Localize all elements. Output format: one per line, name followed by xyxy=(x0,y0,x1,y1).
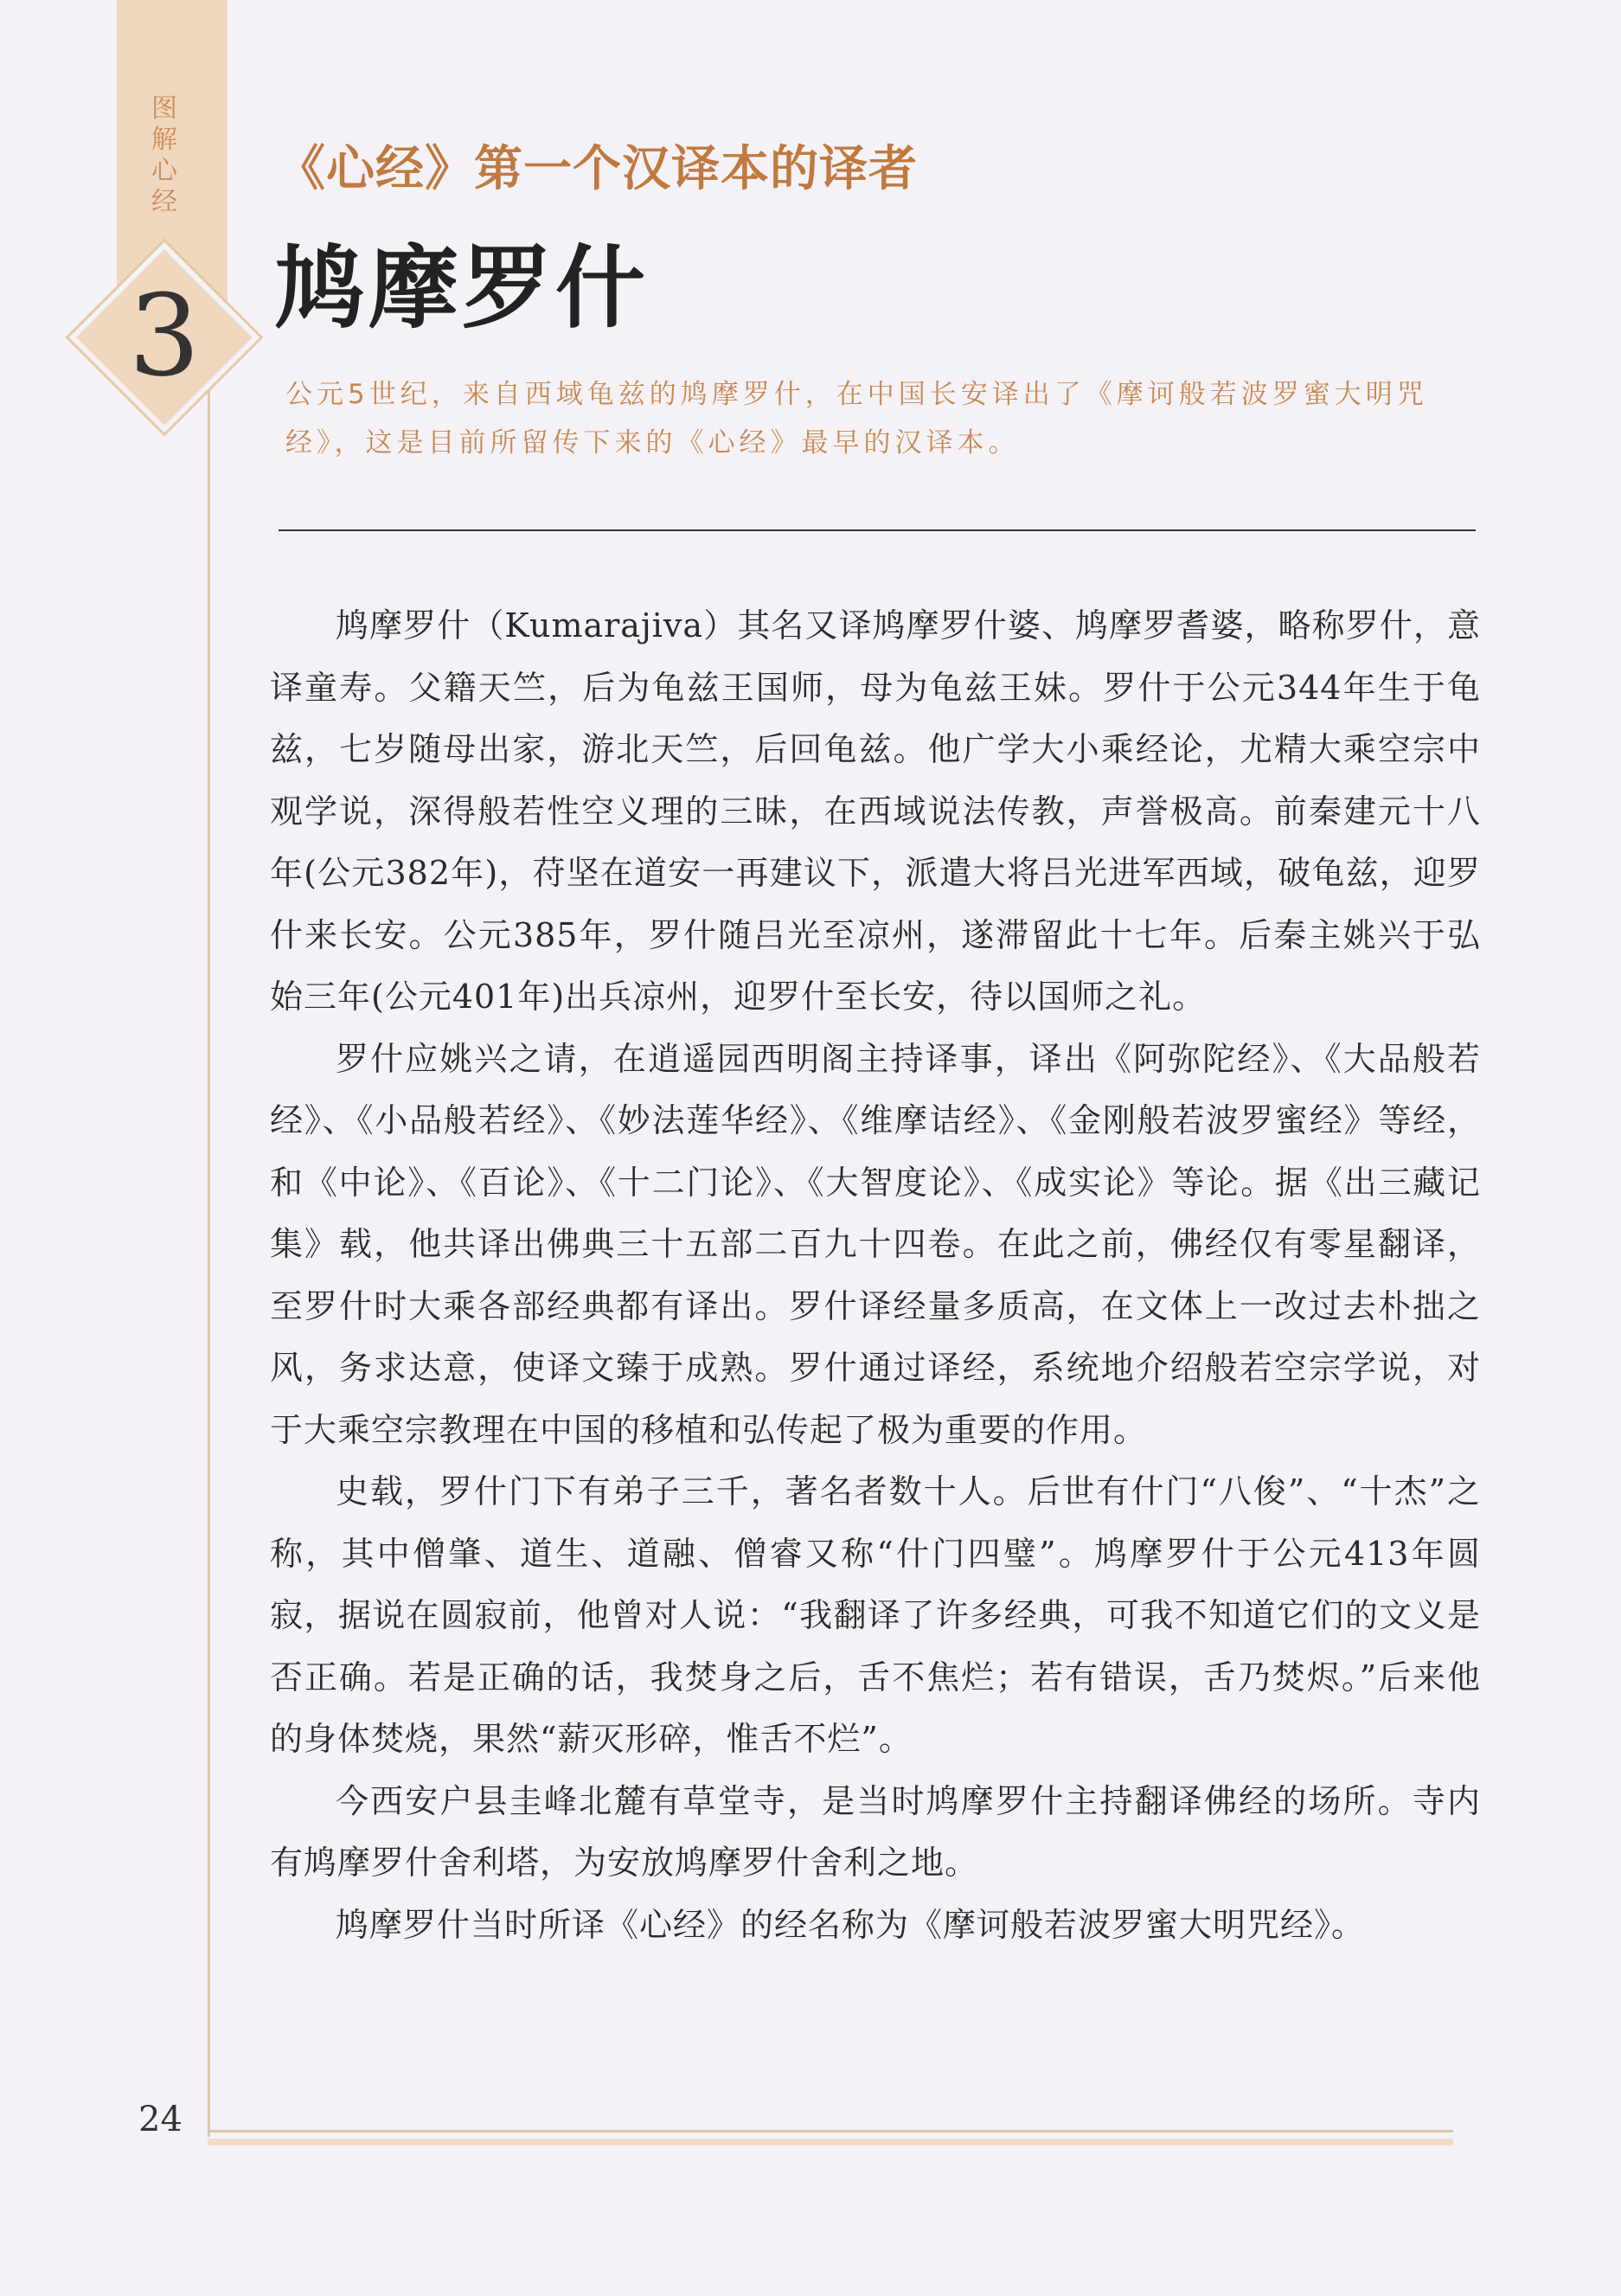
side-label-char: 解 xyxy=(151,125,177,155)
paragraph: 史载，罗什门下有弟子三千，著名者数十人。后世有什门“八俊”、“十杰”之称，其中僧肇、道生、道融、僧睿又称“什门四璧”。鸠摩罗什于公元413年圆寂，据说在圆寂前，他曾对人说：“我翻译了许多经典，可我不知道它们的文义是否正确。若是正确的话，我焚身之后，舌不焦烂；若有错误，舌乃焚烬。”后来他的身体焚烧，果然“薪灭形碎，惟舌不烂”。 xyxy=(270,1472,1481,1758)
paragraph: 鸠摩罗什当时所译《心经》的经名称为《摩诃般若波罗蜜大明咒经》。 xyxy=(336,1905,1366,1944)
page-number: 24 xyxy=(138,2100,183,2139)
intro-text: 公元5世纪，来自西域龟兹的鸠摩罗什，在中国长安译出了《摩诃般若波罗蜜大明咒经》，这是目前所留传下来的《心经》最早的汉译本。 xyxy=(285,379,1428,459)
section-subtitle: 《心经》第一个汉译本的译者 xyxy=(277,141,918,197)
chapter-number: 3 xyxy=(128,270,201,401)
body-text xyxy=(270,595,1481,1956)
paragraph: 罗什应姚兴之请，在逍遥园西明阁主持译事，译出《阿弥陀经》、《大品般若经》、《小品般若经》、《妙法莲华经》、《维摩诘经》、《金刚般若波罗蜜经》等经，和《中论》、《百论》、《十二门论》、《大智度论》、《成实论》等论。据《出三藏记集》载，他共译出佛典三十五部二百九十四卷。在此之前，佛经仅有零星翻译，至罗什时大乘各部经典都有译出。罗什译经量多质高，在文体上一改过去朴拙之风，务求达意，使译文臻于成熟。罗什通过译经，系统地介绍般若空宗学说，对于大乘空宗教理在中国的移植和弘传起了极为重要的作用。 xyxy=(270,1039,1481,1449)
side-label-char: 经 xyxy=(151,187,177,217)
section-title: 鸠摩罗什 xyxy=(275,235,650,341)
side-label-char: 心 xyxy=(151,156,177,186)
paragraph: 今西安户县圭峰北麓有草堂寺，是当时鸠摩罗什主持翻译佛经的场所。寺内有鸠摩罗什舍利塔，为安放鸠摩罗什舍利之地。 xyxy=(270,1781,1481,1882)
paragraph: 鸠摩罗什（Kumarajiva）其名又译鸠摩罗什婆、鸠摩罗耆婆，略称罗什，意译童寿。父籍天竺，后为龟兹王国师，母为龟兹王妹。罗什于公元344年生于龟兹，七岁随母出家，游北天竺，后回龟兹。他广学大小乘经论，尤精大乘空宗中观学说，深得般若性空义理的三昧，在西域说法传教，声誉极高。前秦建元十八年(公元382年)，苻坚在道安一再建议下，派遣大将吕光进军西域，破龟兹，迎罗什来长安。公元385年，罗什随吕光至凉州，遂滞留此十七年。后秦主姚兴于弘始三年(公元401年)出兵凉州，迎罗什至长安，待以国师之礼。 xyxy=(270,606,1481,1016)
side-divider xyxy=(208,311,210,2137)
side-label-char: 图 xyxy=(151,93,177,124)
footer-band xyxy=(208,2139,1453,2145)
chapter-badge xyxy=(78,251,251,424)
side-label xyxy=(138,93,190,218)
section-divider xyxy=(279,529,1476,531)
footer-rule xyxy=(208,2130,1453,2132)
